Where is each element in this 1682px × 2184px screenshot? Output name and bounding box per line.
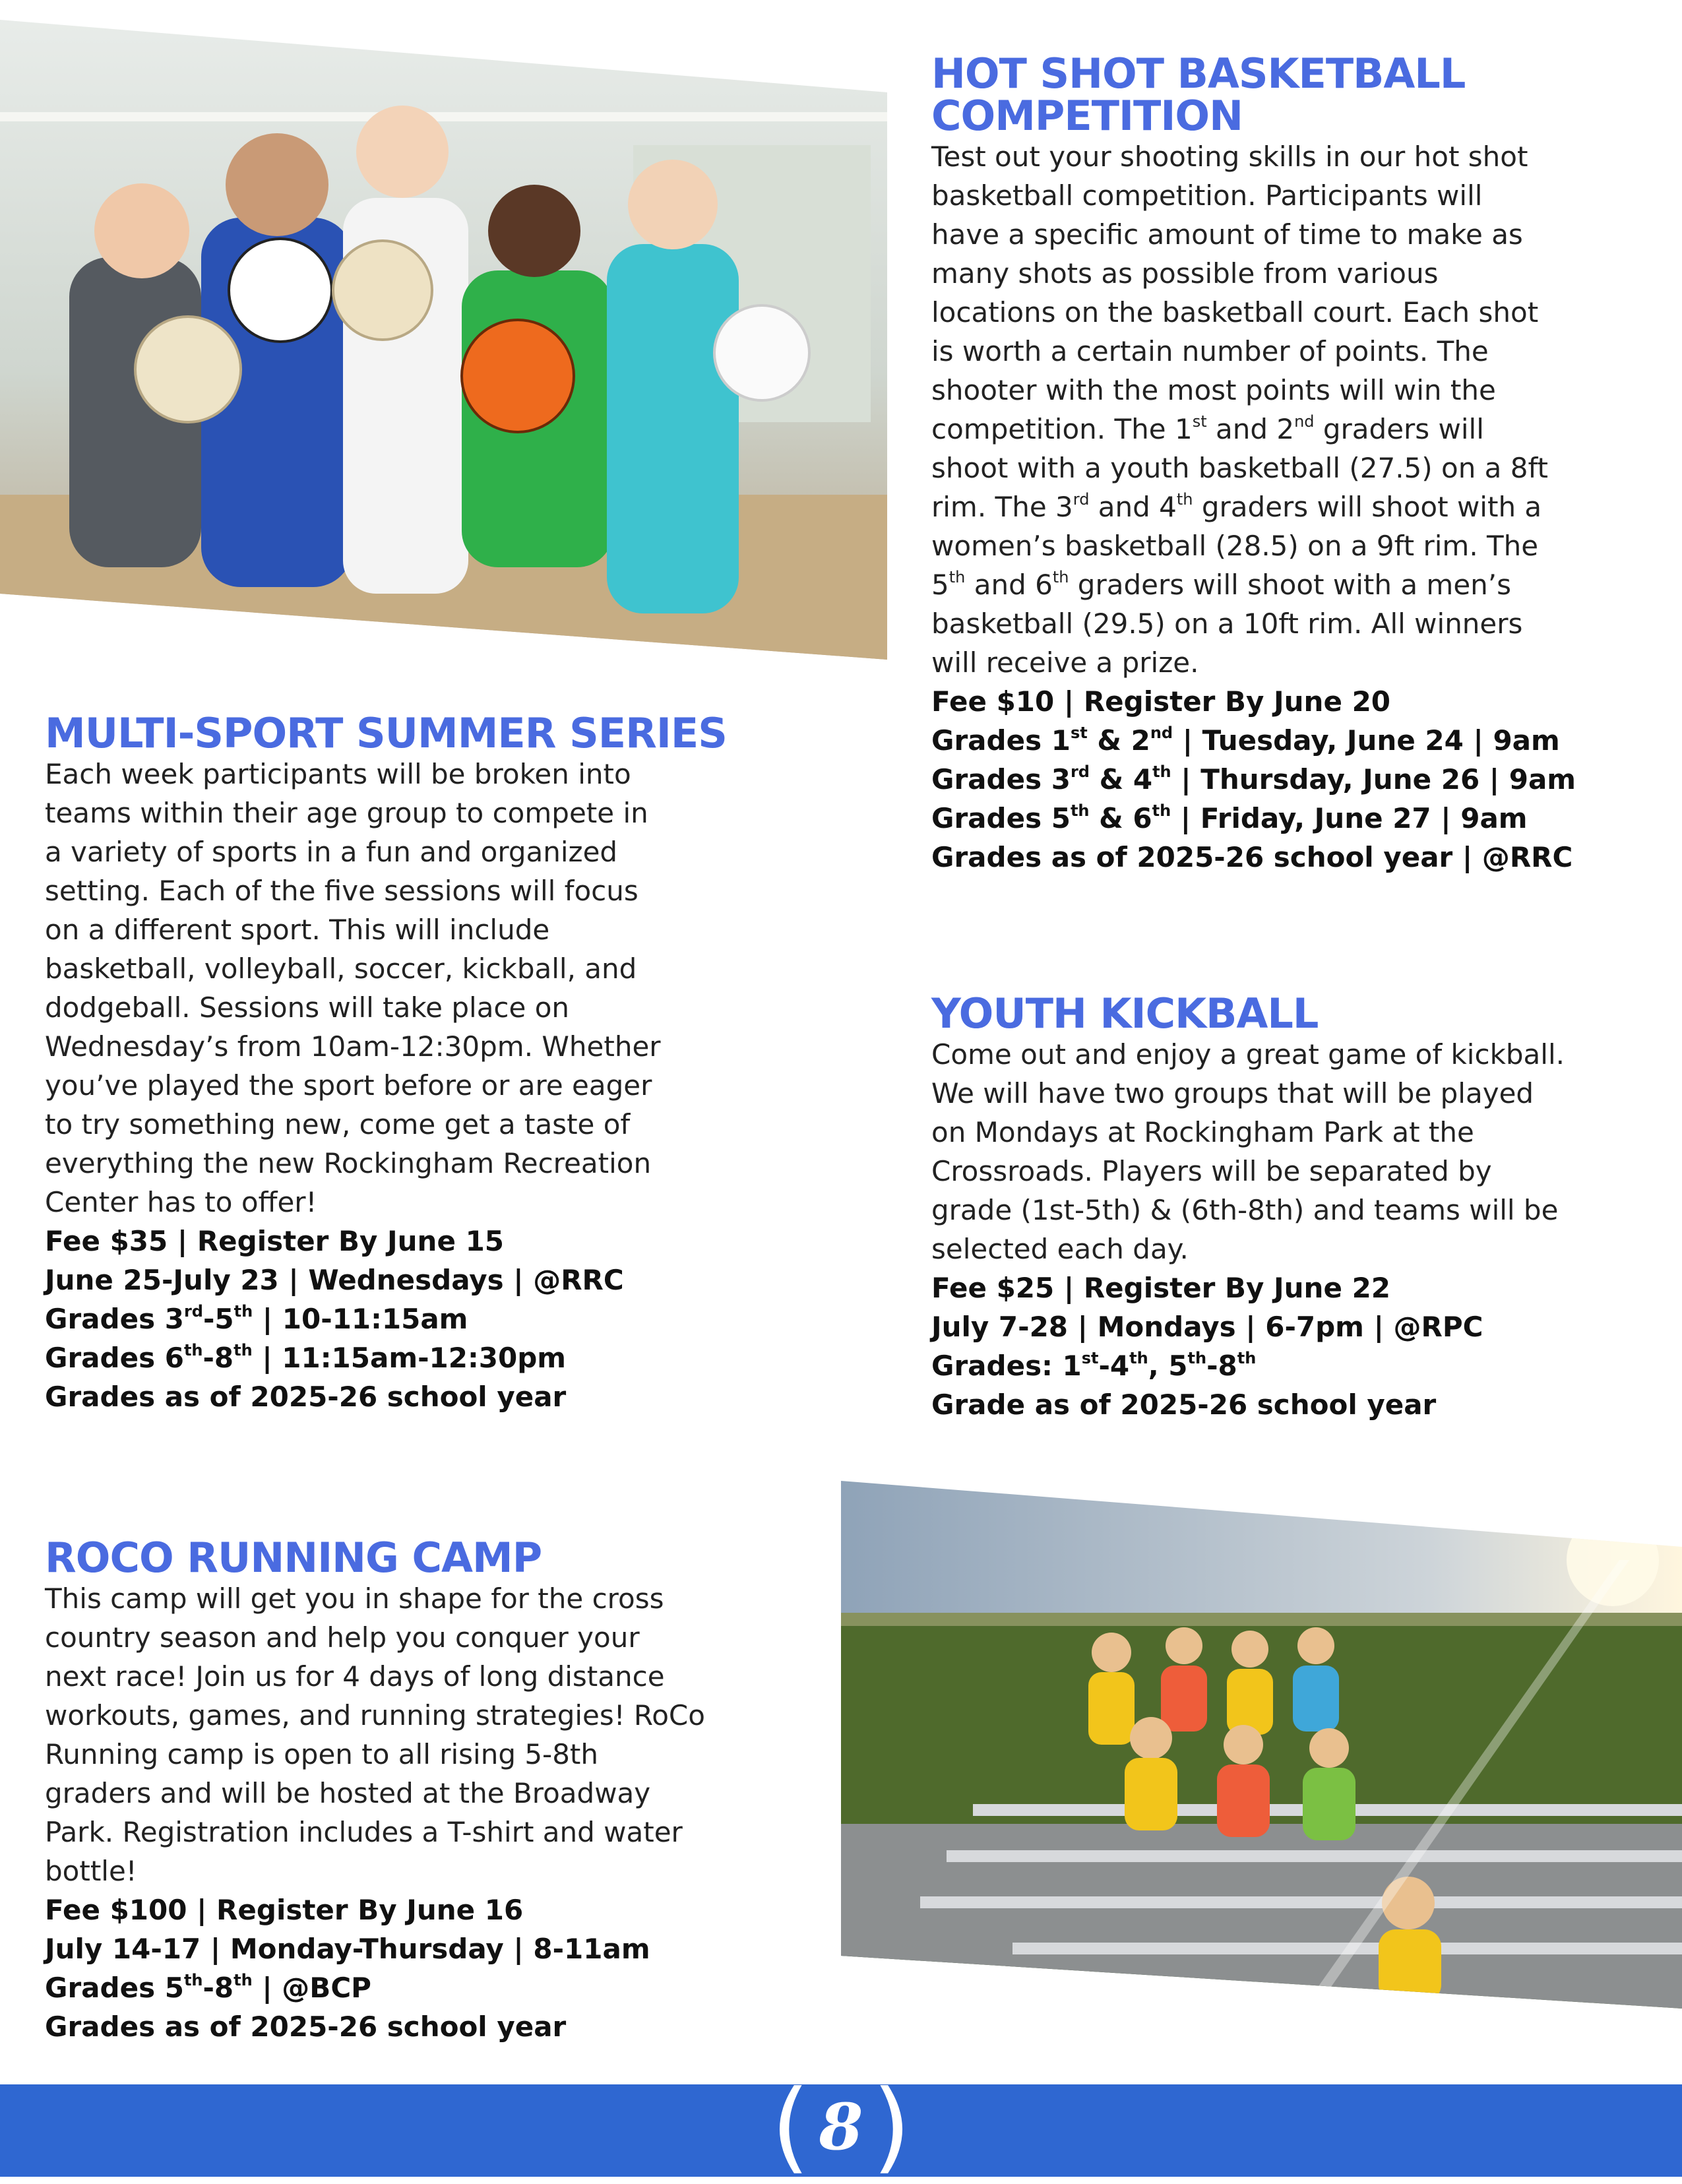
running-camp-heading: ROCO RUNNING CAMP — [45, 1534, 542, 1582]
hot-shot-details: Fee $10 | Register By June 20 Grades 1st & 2nd | Tuesday, June 24 | 9am Grades 3rd & 4th | Thursday, June 26 | 9am Grades 5th & 6th | Friday, June 27 | 9am Grades as of 2025-26 school year | @RRC — [931, 685, 1576, 873]
multi-sport-heading: MULTI-SPORT SUMMER SERIES — [45, 709, 727, 757]
right-paren-ornament: ) — [872, 2069, 911, 2184]
page-number: 8 — [819, 2089, 863, 2164]
multi-sport-details: Fee $35 | Register By June 15 June 25-July 23 | Wednesdays | @RRC Grades 3rd-5th | 10-11:15am Grades 6th-8th | 11:15am-12:30pm Grades as of 2025-26 school year — [45, 1225, 624, 1413]
hot-shot-heading: HOT SHOT BASKETBALL COMPETITION — [931, 49, 1466, 140]
running-camp-section — [45, 1534, 823, 2046]
multi-sport-description: Each week participants will be broken into teams within their age group to compete in a variety of sports in a fun and organized setting. Each of the five sessions will focus on a different sport. This will include basketball, volleyball, soccer, kickball, and dodgeball. Sessions will take place on Wednesday’s from 10am-12:30pm. Whether you’ve played the sport before or are eager to try something new, come get a taste of everything the new Rockingham Recreation Center has to offer! — [45, 758, 661, 1218]
kids-with-balls-photo — [0, 20, 887, 660]
kickball-section — [931, 989, 1670, 1424]
kickball-description: Come out and enjoy a great game of kickball. We will have two groups that will be played on Mondays at Rockingham Park at the Crossroads. Players will be separated by grade (1st-5th) & (6th-8th) and teams will be selected each day. — [931, 1038, 1565, 1265]
hot-shot-description: Test out your shooting skills in our hot shot basketball competition. Participants will have a specific amount of time to make as many shots as possible from various locations on the basketball court. Each shot is worth a certain number of points. The shooter with the most points will win the competition. The 1st and 2nd graders will shoot with a youth basketball (27.5) on a 8ft rim. The 3rd and 4th graders will shoot with a women’s basketball (28.5) on a 9ft rim. The 5th and 6th graders will shoot with a men’s basketball (29.5) on a 10ft rim. All winners will receive a prize. — [931, 140, 1548, 679]
hot-shot-section — [931, 49, 1670, 877]
kids-on-bleachers-photo — [841, 1481, 1682, 2009]
page-number-badge — [771, 2069, 911, 2184]
left-paren-ornament: ( — [771, 2069, 810, 2184]
multi-sport-section — [45, 709, 823, 1416]
running-camp-description: This camp will get you in shape for the cross country season and help you conquer your next race! Join us for 4 days of long distance workouts, games, and running strategies! RoCo Running camp is open to all rising 5-8th graders and will be hosted at the Broadway Park. Registration includes a T-shirt and water bottle! — [45, 1582, 705, 1887]
kickball-heading: YOUTH KICKBALL — [931, 989, 1319, 1038]
running-camp-details: Fee $100 | Register By June 16 July 14-17 | Monday-Thursday | 8-11am Grades 5th-8th | @BCP Grades as of 2025-26 school year — [45, 1894, 650, 2043]
kickball-details: Fee $25 | Register By June 22 July 7-28 | Mondays | 6-7pm | @RPC Grades: 1st-4th, 5th-8th Grade as of 2025-26 school year — [931, 1272, 1483, 1421]
